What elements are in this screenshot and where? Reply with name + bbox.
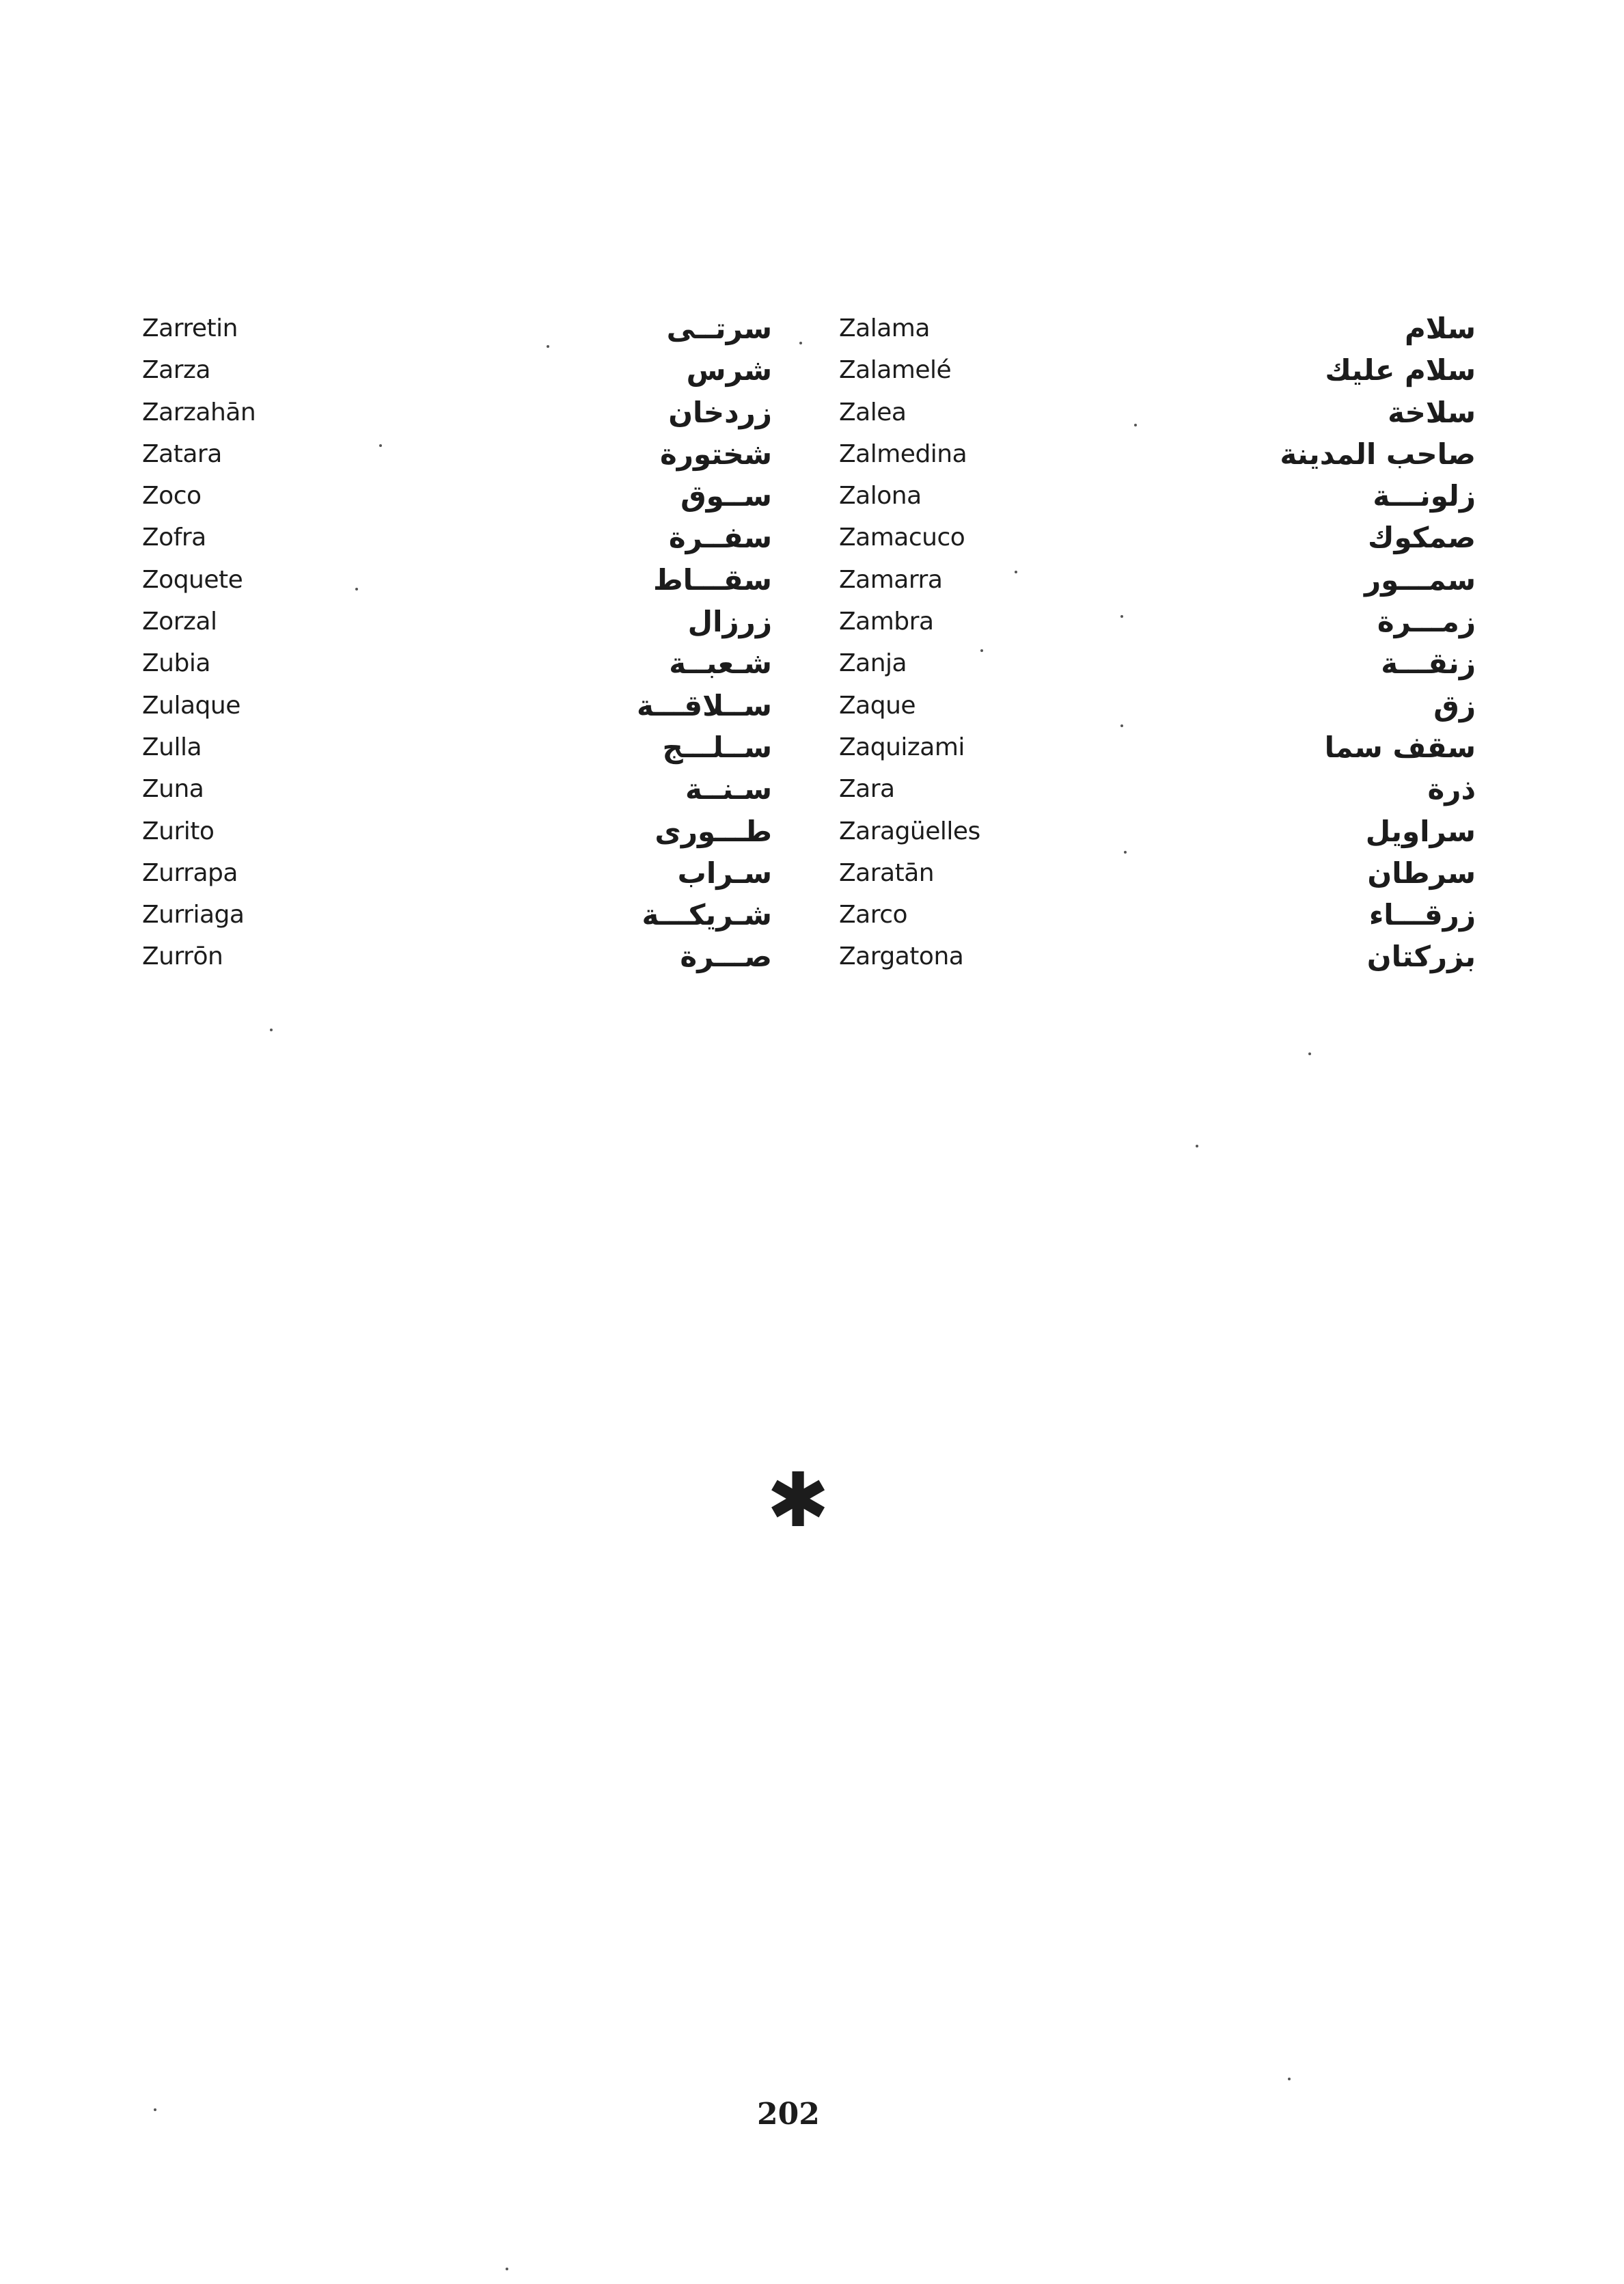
arabic-word: سرتــى bbox=[666, 312, 772, 345]
arabic-word: طـــورى bbox=[655, 814, 772, 848]
arabic-word: ذرة bbox=[1427, 772, 1476, 806]
arabic-word: ســوق bbox=[680, 479, 772, 513]
spanish-word: Zubia bbox=[142, 649, 210, 678]
arabic-word: زنقـــة bbox=[1381, 647, 1476, 681]
scan-speck bbox=[799, 342, 802, 344]
arabic-word: زلونـــة bbox=[1373, 479, 1476, 513]
arabic-word: زرقـــاء bbox=[1368, 898, 1476, 932]
arabic-word: سفــرة bbox=[668, 521, 772, 555]
arabic-word: سمـــور bbox=[1364, 562, 1476, 597]
spanish-word: Zurito bbox=[142, 817, 215, 845]
spanish-word: Zamacuco bbox=[839, 524, 965, 552]
asterisk-separator-icon: ✱ bbox=[767, 1456, 830, 1544]
spanish-word: Zulla bbox=[142, 733, 202, 761]
scan-speck bbox=[506, 2268, 508, 2270]
scan-speck bbox=[1120, 724, 1123, 727]
spanish-word: Zoco bbox=[142, 482, 202, 511]
spanish-word: Zamarra bbox=[839, 565, 943, 594]
arabic-word: سلاخة bbox=[1388, 395, 1476, 429]
arabic-word: ســلاقـــة bbox=[637, 688, 772, 722]
arabic-word: شرس bbox=[686, 353, 772, 388]
scan-speck bbox=[379, 444, 382, 447]
spanish-word: Zarza bbox=[142, 356, 210, 385]
scan-speck bbox=[1134, 424, 1137, 426]
spanish-word: Zalmedina bbox=[839, 439, 967, 468]
spanish-word: Zalama bbox=[839, 314, 930, 342]
spanish-word: Zarco bbox=[839, 901, 908, 929]
scan-speck bbox=[1015, 571, 1017, 573]
scan-speck bbox=[1124, 851, 1127, 854]
arabic-word: سلام عليك bbox=[1325, 353, 1476, 388]
spanish-word: Zulaque bbox=[142, 691, 240, 720]
arabic-word: ســلـــج bbox=[662, 730, 772, 764]
scan-speck bbox=[1196, 1145, 1198, 1147]
arabic-words-left-column bbox=[567, 308, 772, 978]
arabic-word: زمـــرة bbox=[1377, 605, 1476, 639]
arabic-word: شـريكـــة bbox=[642, 898, 772, 932]
spanish-word: Zorzal bbox=[142, 608, 217, 636]
arabic-word: صاحب المدينة bbox=[1280, 437, 1476, 471]
spanish-word: Zarretin bbox=[142, 314, 238, 342]
scan-speck bbox=[1120, 615, 1123, 618]
spanish-word: Zara bbox=[839, 775, 895, 804]
spanish-words-left-column bbox=[142, 308, 402, 978]
spanish-word: Zargatona bbox=[839, 942, 964, 971]
spanish-word: Zalamelé bbox=[839, 356, 952, 385]
spanish-word: Zalona bbox=[839, 482, 922, 511]
spanish-word: Zuna bbox=[142, 775, 204, 804]
arabic-words-right-column bbox=[1223, 308, 1476, 978]
spanish-word: Zofra bbox=[142, 524, 206, 552]
spanish-word: Zarzahān bbox=[142, 398, 256, 426]
arabic-word: سـنــة bbox=[685, 772, 772, 806]
arabic-word: سـراب bbox=[677, 856, 772, 890]
spanish-word: Zambra bbox=[839, 608, 934, 636]
spanish-word: Zatara bbox=[142, 439, 222, 468]
spanish-word: Zalea bbox=[839, 398, 907, 426]
spanish-word: Zurriaga bbox=[142, 901, 245, 929]
arabic-word: زق bbox=[1433, 688, 1476, 722]
spanish-word: Zaque bbox=[839, 691, 916, 720]
arabic-word: شختورة bbox=[659, 437, 772, 471]
arabic-word: سقـــاط bbox=[653, 562, 772, 597]
arabic-word: زرزال bbox=[687, 605, 772, 639]
arabic-word: بزركتان bbox=[1366, 940, 1476, 974]
scan-speck bbox=[154, 2108, 156, 2111]
arabic-word: زردخان bbox=[668, 395, 772, 429]
spanish-word: Zaratān bbox=[839, 858, 935, 887]
spanish-words-right-column bbox=[839, 308, 1126, 978]
spanish-word: Zurrōn bbox=[142, 942, 223, 971]
scan-speck bbox=[1308, 1052, 1311, 1055]
spanish-word: Zanja bbox=[839, 649, 907, 678]
arabic-word: سرطان bbox=[1367, 856, 1476, 890]
spanish-word: Zoquete bbox=[142, 565, 243, 594]
arabic-word: سقف سما bbox=[1324, 730, 1476, 764]
arabic-word: صـــرة bbox=[680, 940, 772, 974]
page-number: 202 bbox=[757, 2097, 820, 2132]
arabic-word: سلام bbox=[1405, 312, 1476, 345]
spanish-word: Zaragüelles bbox=[839, 817, 980, 845]
scan-speck bbox=[1288, 2078, 1291, 2080]
arabic-word: صمكوك bbox=[1368, 521, 1476, 555]
arabic-word: سراويل bbox=[1365, 814, 1476, 848]
spanish-word: Zaquizami bbox=[839, 733, 965, 761]
spanish-word: Zurrapa bbox=[142, 858, 238, 887]
scan-speck bbox=[270, 1029, 273, 1031]
scan-speck bbox=[355, 588, 358, 590]
scan-speck bbox=[547, 345, 549, 348]
arabic-word: شـعبــة bbox=[669, 647, 772, 681]
scan-speck bbox=[980, 649, 983, 652]
